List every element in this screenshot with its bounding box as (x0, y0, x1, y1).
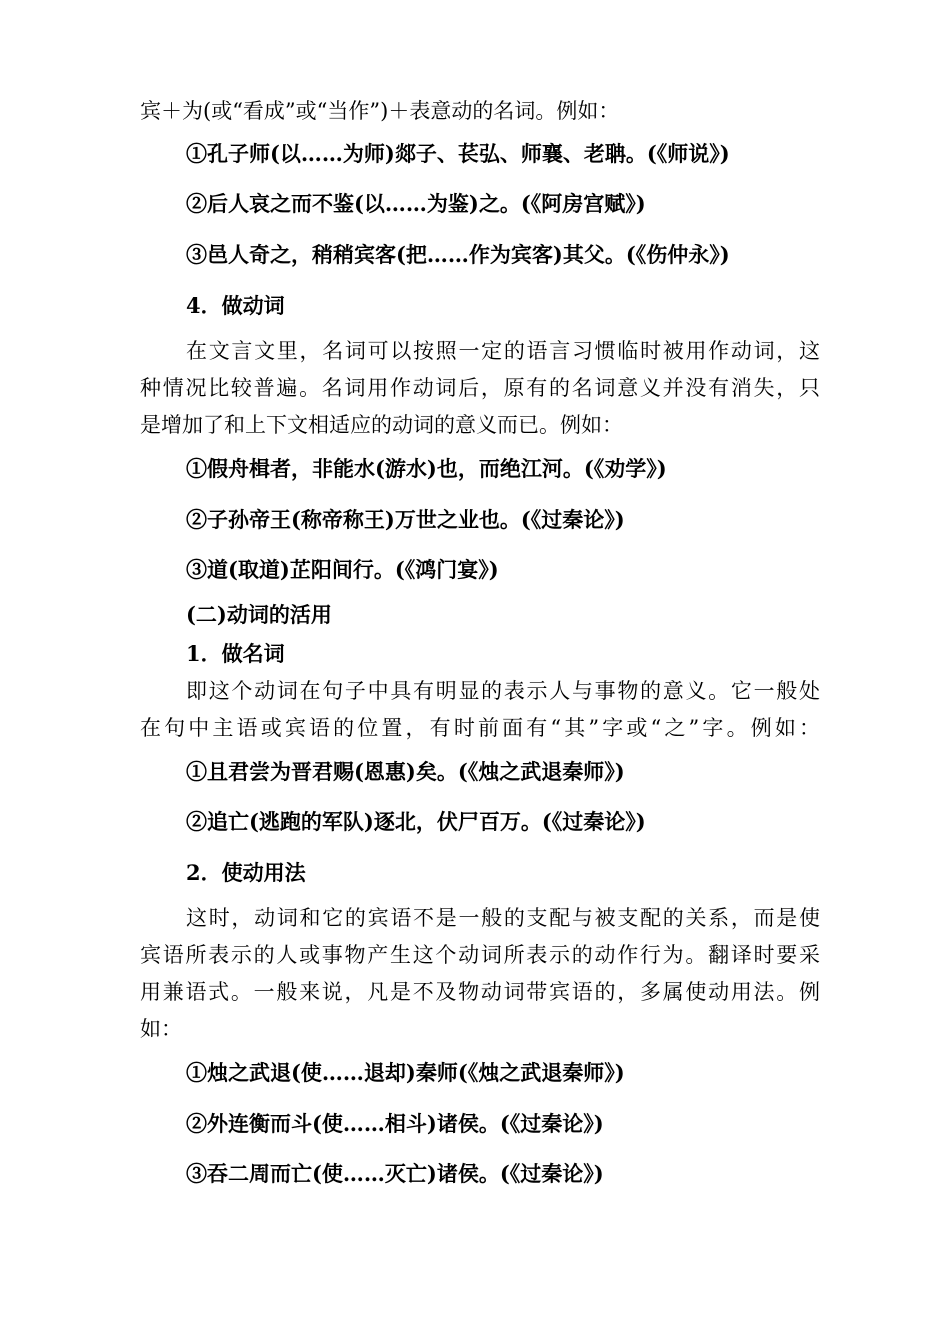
example-line: ③邑人奇之，稍稍宾客(把……作为宾客)其父。(《伤仲永》) (186, 242, 730, 267)
paragraph-line: 这时，动词和它的宾语不是一般的支配与被支配的关系，而是使 (186, 906, 820, 930)
example-line: ③道(取道)芷阳间行。(《鸿门宴》) (186, 557, 499, 582)
section-heading: 1．做名词 (186, 641, 285, 666)
paragraph-line: 在文言文里，名词可以按照一定的语言习惯临时被用作动词，这 (186, 339, 820, 363)
section-heading: 4．做动词 (186, 293, 285, 318)
example-line: ②外连衡而斗(使……相斗)诸侯。(《过秦论》) (186, 1111, 604, 1136)
example-line: ①且君尝为晋君赐(恩惠)矣。(《烛之武退秦师》) (186, 759, 625, 784)
paragraph-line: 即这个动词在句子中具有明显的表示人与事物的意义。它一般处 (186, 679, 820, 703)
example-line: ②后人哀之而不鉴(以……为鉴)之。(《阿房宫赋》) (186, 191, 646, 216)
example-line: ①假舟楫者，非能水(游水)也，而绝江河。(《劝学》) (186, 456, 667, 481)
paragraph-line: 用兼语式。一般来说，凡是不及物动词带宾语的，多属使动用法。例 (140, 980, 820, 1004)
example-line: ③吞二周而亡(使……灭亡)诸侯。(《过秦论》) (186, 1161, 604, 1186)
paragraph-line: 种情况比较普遍。名词用作动词后，原有的名词意义并没有消失，只 (140, 376, 820, 400)
paragraph-line: 在句中主语或宾语的位置，有时前面有“其”字或“之”字。例如： (140, 716, 820, 740)
example-line: ②子孙帝王(称帝称王)万世之业也。(《过秦论》) (186, 507, 625, 532)
paragraph-line: 是增加了和上下文相适应的动词的意义而已。例如： (140, 413, 623, 437)
paragraph-line: 如： (140, 1017, 182, 1041)
example-line: ②追亡(逃跑的军队)逐北，伏尸百万。(《过秦论》) (186, 809, 646, 834)
example-line: ①烛之武退(使……退却)秦师(《烛之武退秦师》) (186, 1060, 625, 1085)
section-heading: (二)动词的活用 (186, 602, 332, 627)
paragraph-line: 宾语所表示的人或事物产生这个动词所表示的动作行为。翻译时要采 (140, 943, 820, 967)
paragraph-line: 宾＋为(或“看成”或“当作”)＋表意动的名词。例如： (140, 99, 620, 123)
example-line: ①孔子师(以……为师)郯子、苌弘、师襄、老聃。(《师说》) (186, 141, 730, 166)
section-heading: 2．使动用法 (186, 860, 306, 885)
